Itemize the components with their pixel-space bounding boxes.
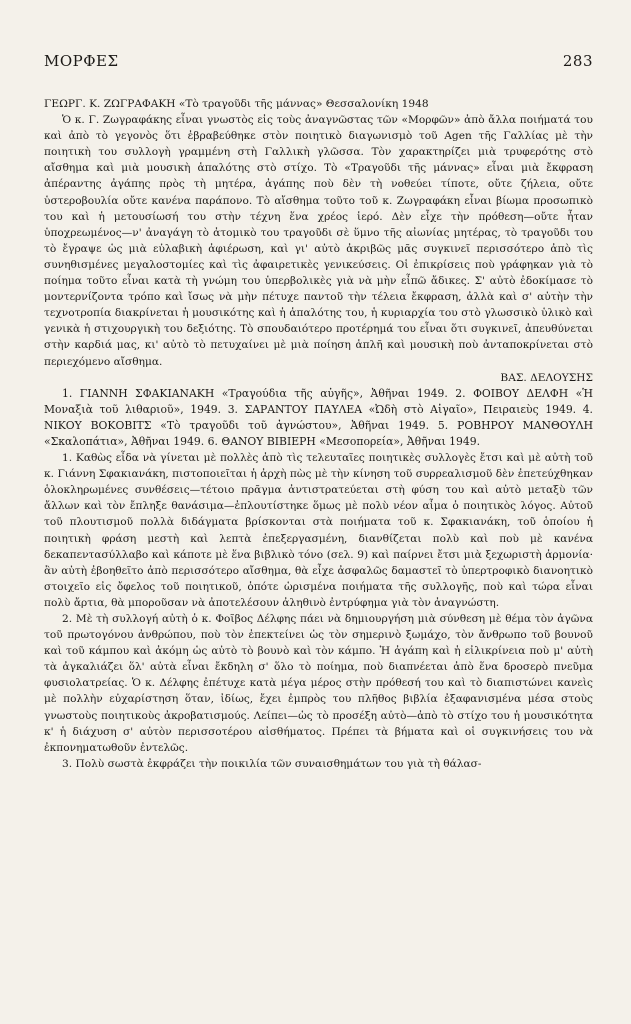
journal-title: ΜΟΡΦΕΣ — [44, 52, 119, 70]
review-body: Ὁ κ. Γ. Ζωγραφάκης εἶναι γνωστὸς εἰς τοὺς ἀναγνῶστας τῶν «Μορφῶν» ἀπὸ ἄλλα ποιήματά του καὶ ἀπὸ τὸ γεγονὸς ὅτι ἐβραβεύθηκε στὸν ποιητικὸ διαγωνισμὸ τοῦ Agen τῆς Γαλλίας μὲ τὴν ποιητικὴ του συλλογὴ γραμμένη στὴ Γαλλικὴ γλῶσσα. Τὸν χαρακτηρίζει μιὰ τρυφερότης στὸ αἴσθημα καὶ μιὰ μουσικὴ ἁπαλότης στὸ στίχο. Τὸ «Τραγοῦδι τῆς μάννας» εἶναι μιὰ ἔκφραση ἀπέραντης ἀγάπης πρὸς τὴ μητέρα, ἀγάπης ποὺ δὲν τὴ νοθεύει τίποτε, οὔτε ζήλεια, οὔτε ὑστεροβουλία οὔτε κανένα παράπονο. Τὸ αἴσθημα τοῦτο τοῦ κ. Ζωγραφάκη εἶναι βίωμα προσωπικὸ του καὶ ἡ μετουσίωσή του στὴν τέχνη ἕνα χρέος ἱερό. Δὲν εἶχε τὴν πρόθεση—οὔτε ἦταν ὑποχρεωμένος—ν' ἀναγάγη τὸ ἀτομικὸ του τραγοῦδι σὲ ὕμνο τῆς αἰωνίας μητέρας, τὸ τραγοῦδι του τὸ ἔγραψε ὡς μιὰ εὐλαβικὴ ἀφιέρωση, καὶ γι' αὐτὸ ἀκριβῶς μᾶς συγκινεῖ περισσότερο ἀπὸ τὶς συνηθισμένες μεγαλοστομίες καὶ τὶς ἀφαιρετικὲς γενικεύσεις. Οἱ ἐπικρίσεις ποὺ γράφηκαν γιὰ τὸ ποίημα τοῦτο εἶναι κατὰ τὴ γνώμη του ὑπερβολικὲς γιὰ νὰ μὴν εἶπῶ ἄδικες. Σ' αὐτὸ ἐδοκίμασε τὸ μοντερνίζοντα τρόπο καὶ ἴσως νὰ μὴν πέτυχε παντοῦ τὴν τέλεια ἔκφραση, ἀλλὰ καὶ σ' αὐτὴν τὴν τεχνοτροπία διακρίνεται ἡ μουσικότης καὶ ἡ ἁπαλότης του, ἡ κυριαρχία του στὸ γλωσσικὸ ὑλικὸ καὶ γενικὰ ἡ στιχουργικὴ του δεξιότης. Τὸ σπουδαιότερο προτέρημά του εἶναι ὅτι συγκινεῖ, ἀπευθύνεται στὴν καρδιά μας, κι' αὐτὸ τὸ πετυχαίνει μὲ μιὰ ποίηση ἁπλῆ καὶ μουσικὴ ποὺ ἀνταποκρίνεται στὸ περιεχόμενο αἴσθημα. — [44, 114, 593, 368]
bibliography-list: 1. ΓΙΑΝΝΗ ΣΦΑΚΙΑΝΑΚΗ «Τραγούδια τῆς αὐγῆς», Ἀθῆναι 1949. 2. ΦΟΙΒΟΥ ΔΕΛΦΗ «Ἡ Μοναξιὰ τοῦ λιθαριοῦ», 1949. 3. ΣΑΡΑΝΤΟΥ ΠΑΥΛΕΑ «Ὠδὴ στὸ Αἰγαῖο», Πειραιεὺς 1949. 4. ΝΙΚΟΥ ΒΟΚΟΒΙΤΣ «Τὸ τραγοῦδι τοῦ ἀγνώστου», Ἀθῆναι 1949. 5. ΡΟΒΗΡΟΥ ΜΑΝΘΟΥΛΗ «Σκαλοπάτια», Ἀθῆναι 1949. 6. ΘΑΝΟΥ ΒΙΒΙΕΡΗ «Μεσοπορεία», Ἀθῆναι 1949. — [44, 386, 593, 448]
review-paragraph-3: 3. Πολὺ σωστὰ ἐκφράζει τὴν ποικιλία τῶν συναισθημάτων του γιὰ τὴ θάλασ- — [62, 757, 482, 770]
reviewer-signature: ΒΑΣ. ΔΕΛΟΥΣΗΣ — [500, 371, 593, 384]
review-heading: ΓΕΩΡΓ. Κ. ΖΩΓΡΑΦΑΚΗ «Τὸ τραγοῦδι τῆς μάννας» Θεσσαλονίκη 1948 — [44, 98, 429, 110]
review-paragraph-1: 1. Καθὼς εἶδα νὰ γίνεται μὲ πολλὲς ἀπὸ τὶς τελευταῖες ποιητικὲς συλλογὲς ἔτσι καὶ μὲ αὐτὴ τοῦ κ. Γιάννη Σφακιανάκη, πιστοποιεῖται ἡ ἀρχὴ πὼς μὲ τὴν κίνηση τοῦ συρρεαλισμοῦ δὲν ἐπετεύχθηκαν ὁλοκληρωμένες συνθέσεις—τέτοιο πρᾶγμα ἀντιστρατεύεται στὴ φύση του καὶ αὐτὸ μεταξὺ τῶν ἄλλων καὶ τὸν ἔπληξε θανάσιμα—ἐπλουτίστηκε ὅμως μὲ πολὺ νέον αἷμα ὁ ποιητικὸς λόγος. Αὐτοῦ τοῦ πλουτισμοῦ πολλὰ διδάγματα βρίσκονται στὰ ποιήματα τοῦ κ. Σφακιανάκη, τοῦ ὁποίου ἡ ποιητικὴ φράση μεστὴ καὶ λεπτὰ ἐπεξεργασμένη, διανθίζεται πολὺ καὶ ποὺ μὲ κανένα δεκαπεντασύλλαβο καὶ κάποτε μὲ ἕνα βιβλικὸ τόνο (σελ. 9) καὶ παίρνει ἔτσι μιὰ ξεχωριστὴ ἁρμονία· ἂν αὐτὴ ἐβοηθεῖτο ἀπὸ περισσότερο αἴσθημα, θὰ εἶχε ἀσφαλῶς δαμαστεῖ τὸ ὑπερτροφικὸ διανοητικὸ στοιχεῖο εἰς ὄφελος τοῦ ποιητικοῦ, ὁπότε ὡρισμένα ποιήματα τῆς συλλογῆς, ποὺ καὶ τώρα εἶναι πολὺ ἄρτια, θὰ μποροῦσαν νὰ ἀποτελέσουν ἀληθινὸ ἐντρύφημα γιὰ τὸν ἀναγνώστη. — [44, 452, 593, 609]
review-paragraph-2: 2. Μὲ τὴ συλλογή αὐτὴ ὁ κ. Φοῖβος Δέλφης πάει νὰ δημιουργήση μιὰ σύνθεση μὲ θέμα τὸν ἀγῶνα τοῦ πρωτογόνου ἀνθρώπου, ποὺ τὸν ἐπεκτείνει ὡς τὸν σημερινὸ ξωμάχο, τὸν ἄνθρωπο τοῦ βουνοῦ καὶ τοῦ κάμπου καὶ ἀκόμη ὡς αὐτὸ τὸ βουνὸ καὶ τὸν κάμπο. Ἡ ἀγάπη καὶ ἡ εἰλικρίνεια ποὺ μ' αὐτὴ τὰ ἀγκαλιάζει ὅλ' αὐτὰ εἶναι ἔκδηλη σ' ὅλο τὸ ποίημα, ποὺ διαπνέεται ἀπὸ ἕνα δροσερὸ πνεῦμα φυσιολατρείας. Ὁ κ. Δέλφης ἐπέτυχε κατὰ μέγα μέρος στὴν πρόθεσή του καὶ τὸ διαπιστώνει κανεὶς μὲ πολλὴν εὐχαρίστηση ὅταν, ἰδίως, ἔχει ἐμπρὸς του πλῆθος βιβλία ἐξαφανισμένα μέσα στοὺς γνωστοὺς ποιητικοὺς ἀκροβατισμούς. Λείπει—ὡς τὸ προσέξη αὐτὸ—ἀπὸ τὸ στίχο του ἡ μουσικότητα κ' ἡ διάχυση σ' αὐτὸν περισσοτέρου αἰσθήματος. Πρέπει τὰ βήματα καὶ οἱ συγκινήσεις του νὰ ἐκπονηματωθοῦν ἐντελῶς. — [44, 613, 593, 754]
page-number: 283 — [562, 52, 593, 70]
review-column — [44, 96, 593, 772]
running-header — [44, 52, 593, 70]
